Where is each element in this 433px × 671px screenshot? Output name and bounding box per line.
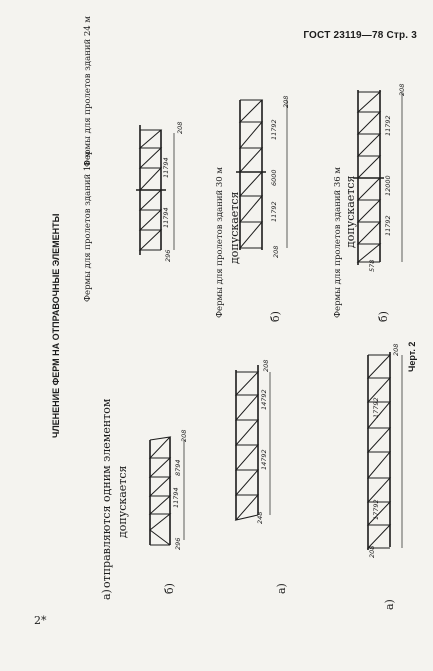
dim-14792-30b: 14792	[260, 389, 268, 410]
truss-36-b	[354, 90, 384, 265]
label-b-18: б)	[163, 583, 176, 594]
section-caption-36: Фермы для пролетов зданий 36 м	[333, 166, 343, 318]
dim-208-36a-bottom: 208	[368, 545, 376, 558]
label-b-30: б)	[269, 311, 282, 322]
dim-208-24: 208	[176, 121, 184, 134]
figure-caption: Черт. 2	[407, 341, 417, 372]
dim-208-30b-top: 208	[282, 95, 290, 108]
dim-296-18: 296	[174, 537, 182, 550]
label-a-36: а)	[383, 599, 396, 610]
dim-208-36b-top: 208	[398, 83, 406, 96]
dim-17792-36a-a: 17792	[372, 499, 380, 520]
note-allowed-18: допускается	[116, 465, 129, 538]
note-allowed-24: допускается	[228, 191, 241, 264]
truss-30-a	[236, 365, 258, 520]
dim-12000-36b: 12000	[384, 175, 392, 196]
dim-248-30: 248	[256, 511, 264, 524]
label-a-18: а)	[100, 589, 113, 600]
dim-11792-36b-b: 11792	[384, 115, 392, 136]
label-b-36: б)	[377, 311, 390, 322]
section-caption-18: Фермы для пролетов зданий 18 м	[83, 150, 93, 302]
truss-30-b	[236, 100, 266, 250]
dim-11794-18: 11794	[172, 487, 180, 508]
dim-208-36a-top: 208	[392, 343, 400, 356]
dim-578-36b: 578	[368, 259, 376, 272]
dim-208-30a: 208	[262, 359, 270, 372]
section-caption-24: Фермы для пролетов зданий 24 м	[83, 15, 93, 167]
note-allowed-36: допускается	[344, 175, 357, 248]
dim-17792-36a-b: 17792	[372, 397, 380, 418]
page-number: 2*	[34, 614, 47, 627]
dim-8794-18: 8794	[174, 459, 182, 476]
dim-11792-36b-a: 11792	[384, 215, 392, 236]
dim-14792-30a: 14792	[260, 449, 268, 470]
truss-18-b	[150, 437, 170, 545]
label-a-30: а)	[275, 583, 288, 594]
section-caption-30: Фермы для пролетов зданий 30 м	[215, 166, 225, 318]
dim-208-30b-bottom: 208	[272, 245, 280, 258]
dim-11792-30b-a: 11792	[270, 201, 278, 222]
dim-11794-24a: 11794	[162, 207, 170, 228]
note-one-element: отправляются одним элементом	[100, 398, 113, 588]
dim-11792-30b-b: 11792	[270, 119, 278, 140]
page-title: ЧЛЕНЕНИЕ ФЕРМ НА ОТПРАВОЧНЫЕ ЭЛЕМЕНТЫ	[51, 213, 61, 438]
standard-header: ГОСТ 23119—78 Стр. 3	[303, 30, 417, 41]
dim-6000-30b: 6000	[270, 169, 278, 186]
truss-24	[136, 125, 166, 255]
dim-11794-24b: 11794	[162, 157, 170, 178]
dim-296-24: 296	[164, 249, 172, 262]
dim-208-18: 208	[180, 429, 188, 442]
